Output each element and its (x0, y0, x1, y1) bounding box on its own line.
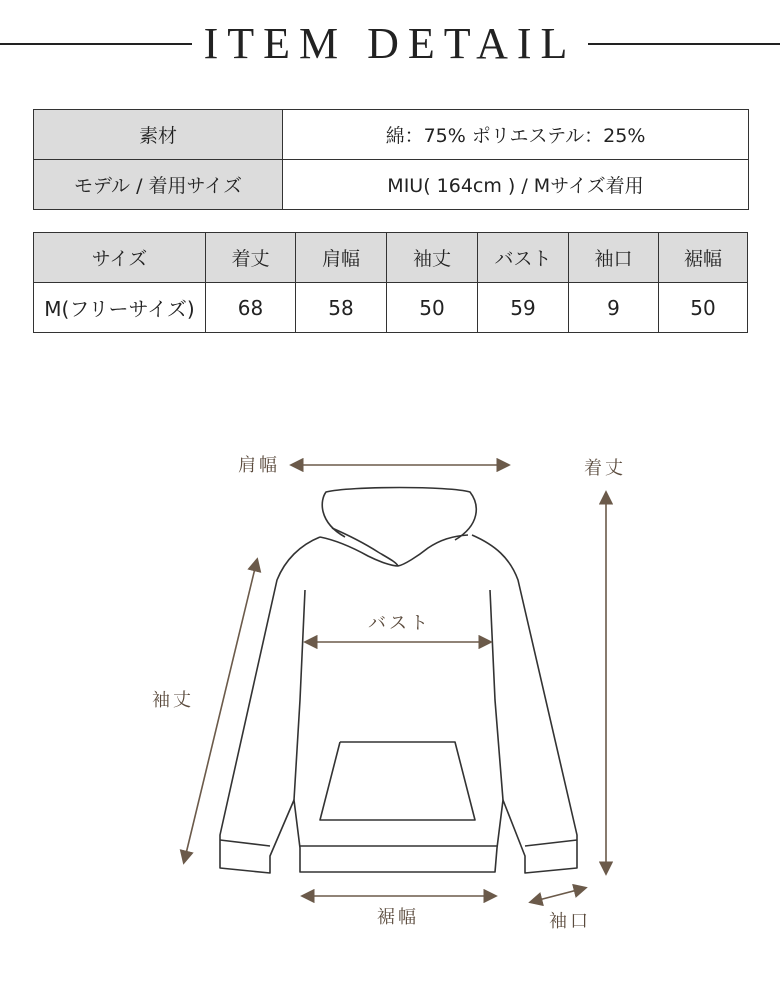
measurement-diagram (0, 380, 780, 1000)
shoulder-label: 肩幅 (238, 455, 280, 476)
column-header: 肩幅 (296, 233, 387, 283)
length-label: 着丈 (584, 458, 626, 479)
model-size-value: MIU( 164cm ) / Mサイズ着用 (283, 160, 749, 210)
table-row (34, 110, 749, 160)
table-cell: 59 (478, 283, 569, 333)
column-header: サイズ (34, 233, 206, 283)
hoodie-outline (220, 488, 577, 874)
table-cell: 50 (659, 283, 748, 333)
table-cell: 50 (387, 283, 478, 333)
title-rule-right (588, 43, 780, 45)
model-size-label: モデル / 着用サイズ (34, 160, 283, 210)
column-header: 裾幅 (659, 233, 748, 283)
column-header: 着丈 (206, 233, 296, 283)
cuff-arrow (531, 888, 585, 902)
hem-label: 裾幅 (377, 907, 419, 928)
size-table (33, 232, 748, 333)
table-cell: 9 (569, 283, 659, 333)
cuff-label: 袖口 (549, 911, 591, 932)
table-cell: M(フリーサイズ) (34, 283, 206, 333)
material-value: 綿：75% ポリエステル：25% (283, 110, 749, 160)
material-label: 素材 (34, 110, 283, 160)
sleeve-label: 袖丈 (152, 690, 194, 711)
column-header: 袖口 (569, 233, 659, 283)
title-rule-left (0, 43, 192, 45)
table-row (34, 160, 749, 210)
column-header: 袖丈 (387, 233, 478, 283)
sleeve-arrow (184, 560, 257, 862)
table-cell: 58 (296, 283, 387, 333)
table-row (34, 283, 748, 333)
column-header: バスト (478, 233, 569, 283)
material-table (33, 109, 749, 210)
page-title: ITEM DETAIL (203, 19, 577, 68)
table-cell: 68 (206, 283, 296, 333)
bust-label: バスト (368, 613, 431, 634)
table-header-row (34, 233, 748, 283)
